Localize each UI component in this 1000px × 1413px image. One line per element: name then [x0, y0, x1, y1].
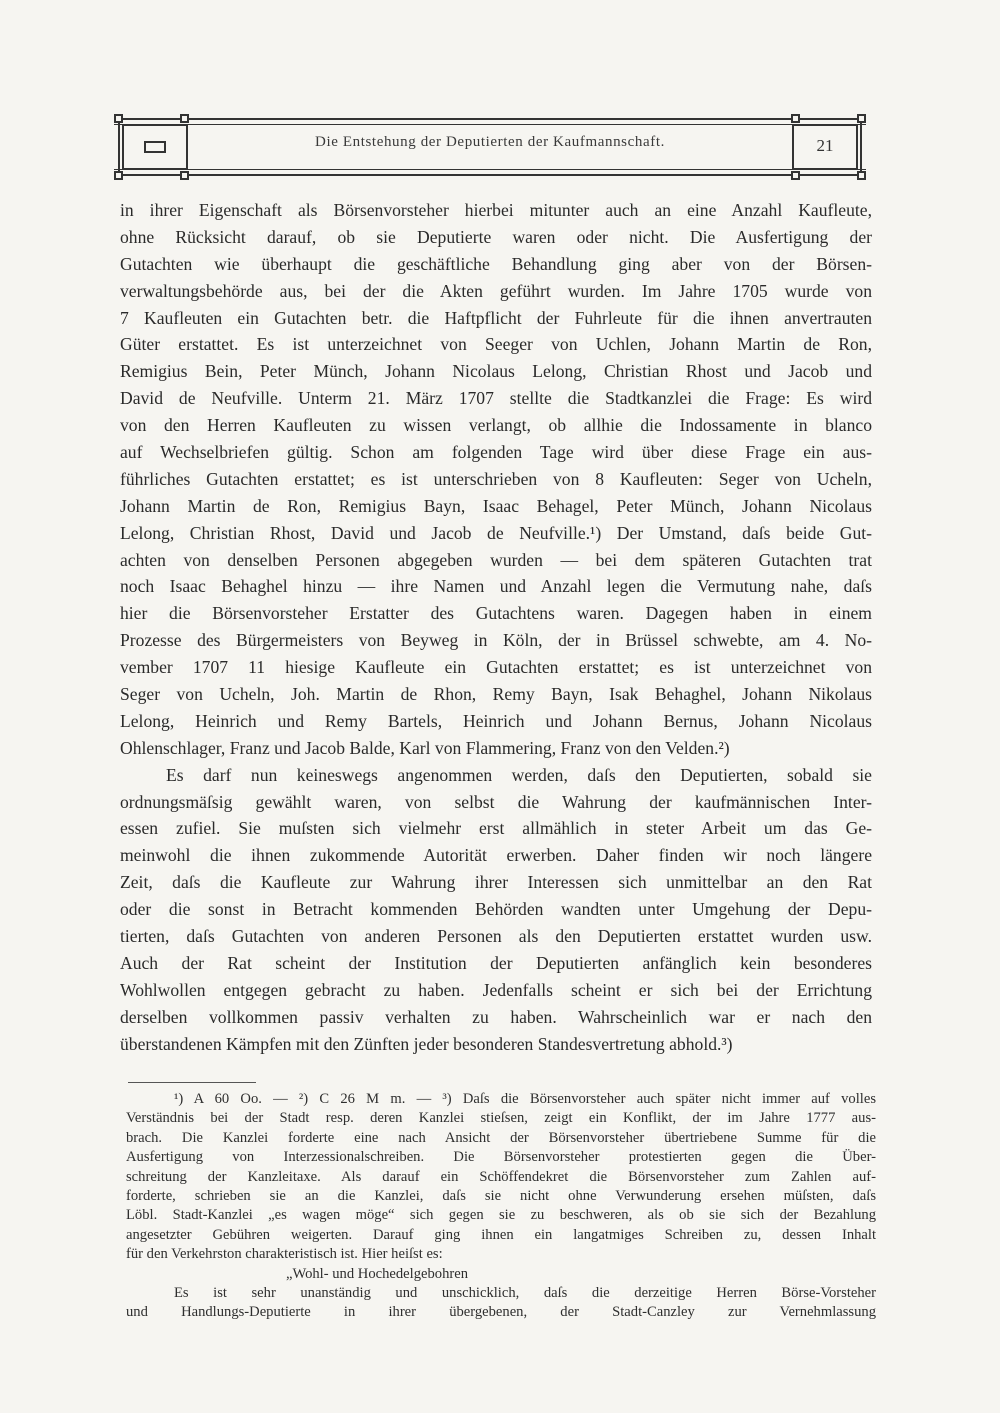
footnote-line: für den Verkehrston charakteristisch ist. Hier heiſst es: — [126, 1246, 443, 1263]
text-line: vember 1707 11 hiesige Kaufleute ein Gutachten erstattet; es ist unterzeichnet von — [120, 657, 872, 678]
header-rule-top — [114, 118, 866, 120]
text-line: oder die sonst in Betracht kommenden Behörden wandten unter Umgehung der Depu- — [120, 899, 872, 920]
text-line: Ohlenschlager, Franz und Jacob Balde, Karl von Flammering, Franz von den Velden.²) — [120, 737, 730, 758]
text-line: von den Herren Kaufleuten zu wissen verlangt, ob allhie die Indossamente in blanco — [120, 415, 872, 436]
text-line: Prozesse des Bürgermeisters von Beyweg in Köln, der in Brüssel schwebte, am 4. No- — [120, 630, 872, 651]
text-line: hier die Börsenvorsteher Erstatter des Gutachtens waren. Dagegen haben in einem — [120, 603, 872, 624]
text-line: derselben vollkommen passiv verhalten zu haben. Wahrscheinlich war er nach den — [120, 1006, 872, 1027]
footnotes — [126, 1090, 876, 1323]
text-line: Güter erstattet. Es ist unterzeichnet von Seeger von Uchlen, Johann Martin de Ron, — [120, 334, 872, 355]
text-line: David de Neufville. Unterm 21. März 1707 stellte die Stadtkanzlei die Frage: Es wird — [120, 388, 872, 409]
header-corner-ornament — [791, 114, 800, 123]
header-rule-left — [118, 118, 120, 176]
header-corner-ornament — [857, 171, 866, 180]
header-corner-ornament — [114, 171, 123, 180]
header-corner-ornament — [857, 114, 866, 123]
footnote-line: und Handlungs-Deputierte in ihrer übergebenen, der Stadt-Canzley zur Vernehmlassung — [126, 1304, 876, 1321]
text-line: Gutachten wie überhaupt die geschäftliche Behandlung ging aber von der Börsen- — [120, 253, 872, 274]
header-corner-ornament — [791, 171, 800, 180]
text-line: verwaltungsbehörde aus, bei der die Akten geführt wurden. Im Jahre 1705 wurde von — [120, 280, 872, 301]
text-line: ohne Rücksicht darauf, ob sie Deputierte waren oder nicht. Die Ausfertigung der — [120, 226, 872, 247]
footnote-line: „Wohl- und Hochedelgebohren — [286, 1265, 468, 1282]
header-rule-top-inner — [114, 124, 866, 125]
text-line: meinwohl die ihnen zukommende Autorität erwerben. Daher finden wir noch längere — [120, 845, 872, 866]
page-number-box — [792, 124, 858, 170]
text-line: Es darf nun keineswegs angenommen werden, daſs den Deputierten, sobald sie — [166, 764, 872, 785]
text-line: in ihrer Eigenschaft als Börsenvorsteher hierbei mitunter auch an eine Anzahl Kaufleute, — [120, 200, 872, 220]
text-line: tierten, daſs Gutachten von anderen Personen als den Deputierten erstattet wurden usw. — [120, 926, 872, 947]
page-number: 21 — [816, 136, 834, 155]
header-corner-ornament — [180, 171, 189, 180]
header-rule-bottom-inner — [114, 169, 866, 170]
footnote-line: angesetzter Gebühren weigerten. Darauf ging ihnen ein langatmiges Schreiben zu, dessen Inhalt — [126, 1226, 876, 1243]
footnote-line: Es ist sehr unanständig und unschicklich, daſs die derzeitige Herren Börse-Vorsteher — [174, 1284, 876, 1301]
text-line: Seger von Ucheln, Joh. Martin de Rhon, Remy Bayn, Isak Behaghel, Johann Nikolaus — [120, 684, 872, 705]
running-header — [114, 114, 866, 180]
footnote-line: brach. Die Kanzlei forderte eine nach Ansicht der Börsenvorsteher übertriebene Summe für die — [126, 1129, 876, 1146]
header-rule-right — [860, 118, 862, 176]
footnote-line: Verständnis bei der Stadt resp. deren Kanzlei stieſsen, zeigt ein Konflikt, der im Jahre 1777 aus- — [126, 1110, 876, 1127]
text-line: noch Isaac Behaghel hinzu — ihre Namen und Anzahl legen die Vermutung nahe, daſs — [120, 576, 872, 597]
text-line: ordnungsmäſsig gewählt waren, von selbst die Wahrung der kaufmännischen Inter- — [120, 791, 872, 812]
text-line: überstandenen Kämpfen mit den Zünften jeder besonderen Standesvertretung abhold.³) — [120, 1033, 733, 1054]
footnote-line: Ausfertigung von Interzessionalschreiben. Die Börsenvorsteher protestierten gegen die Über- — [126, 1149, 876, 1166]
text-line: Zeit, daſs die Kaufleute zur Wahrung ihrer Interessen sich unmittelbar an den Rat — [120, 872, 872, 893]
footnote-line: Löbl. Stadt-Kanzlei „es wagen möge“ sich gegen sie zu beschweren, als ob sie sich der Bezahlung — [126, 1207, 876, 1224]
footnote-line: ¹) A 60 Oo. — ²) C 26 M m. — ³) Daſs die Börsenvorsteher auch später nicht immer auf volles — [174, 1091, 876, 1107]
text-line: Auch der Rat scheint der Institution der Deputierten anfänglich kein besonderes — [120, 952, 872, 973]
text-line: Remigius Bein, Peter Münch, Johann Nicolaus Lelong, Christian Rhost und Jacob und — [120, 361, 872, 382]
text-line: auf Wechselbriefen gültig. Schon am folgenden Tage wird über diese Frage ein aus- — [120, 442, 872, 463]
header-ornament-box — [122, 124, 188, 170]
header-corner-ornament — [114, 114, 123, 123]
footnote-separator — [128, 1082, 256, 1083]
text-line: führliches Gutachten erstattet; es ist unterschrieben von 8 Kaufleuten: Seger von Ucheln, — [120, 468, 872, 489]
rectangle-ornament-icon — [144, 141, 166, 153]
footnote-line: forderte, schrieben sie an die Kanzlei, daſs sie nicht ohne Verwunderung ersehen müſsten, daſs — [126, 1187, 876, 1204]
header-corner-ornament — [180, 114, 189, 123]
text-line: Wohlwollen entgegen gebracht zu haben. Jedenfalls scheint er sich bei der Errichtung — [120, 979, 872, 1000]
header-rule-bottom — [114, 174, 866, 176]
text-line: Lelong, Heinrich und Remy Bartels, Heinrich und Johann Bernus, Johann Nicolaus — [120, 710, 872, 731]
running-title: Die Entstehung der Deputierten der Kaufmannschaft. — [315, 134, 665, 150]
footnote-line: schreitung der Kanzleitaxe. Als darauf ein Schöffendekret die Börsenvorsteher zum Zahlen auf- — [126, 1168, 876, 1185]
text-line: essen zufiel. Sie muſsten sich vielmehr erst allmählich in steter Arbeit um das Ge- — [120, 818, 872, 839]
text-line: 7 Kaufleuten ein Gutachten betr. die Haftpflicht der Fuhrleute für die ihnen anvertrauten — [120, 307, 872, 328]
body-text — [120, 197, 872, 1058]
text-line: Lelong, Christian Rhost, David und Jacob de Neufville.¹) Der Umstand, daſs beide Gut- — [120, 522, 872, 543]
text-line: Johann Martin de Ron, Remigius Bayn, Isaac Behagel, Peter Münch, Johann Nicolaus — [120, 495, 872, 516]
text-line: achten von denselben Personen abgegeben wurden — bei dem späteren Gutachten trat — [120, 549, 872, 570]
